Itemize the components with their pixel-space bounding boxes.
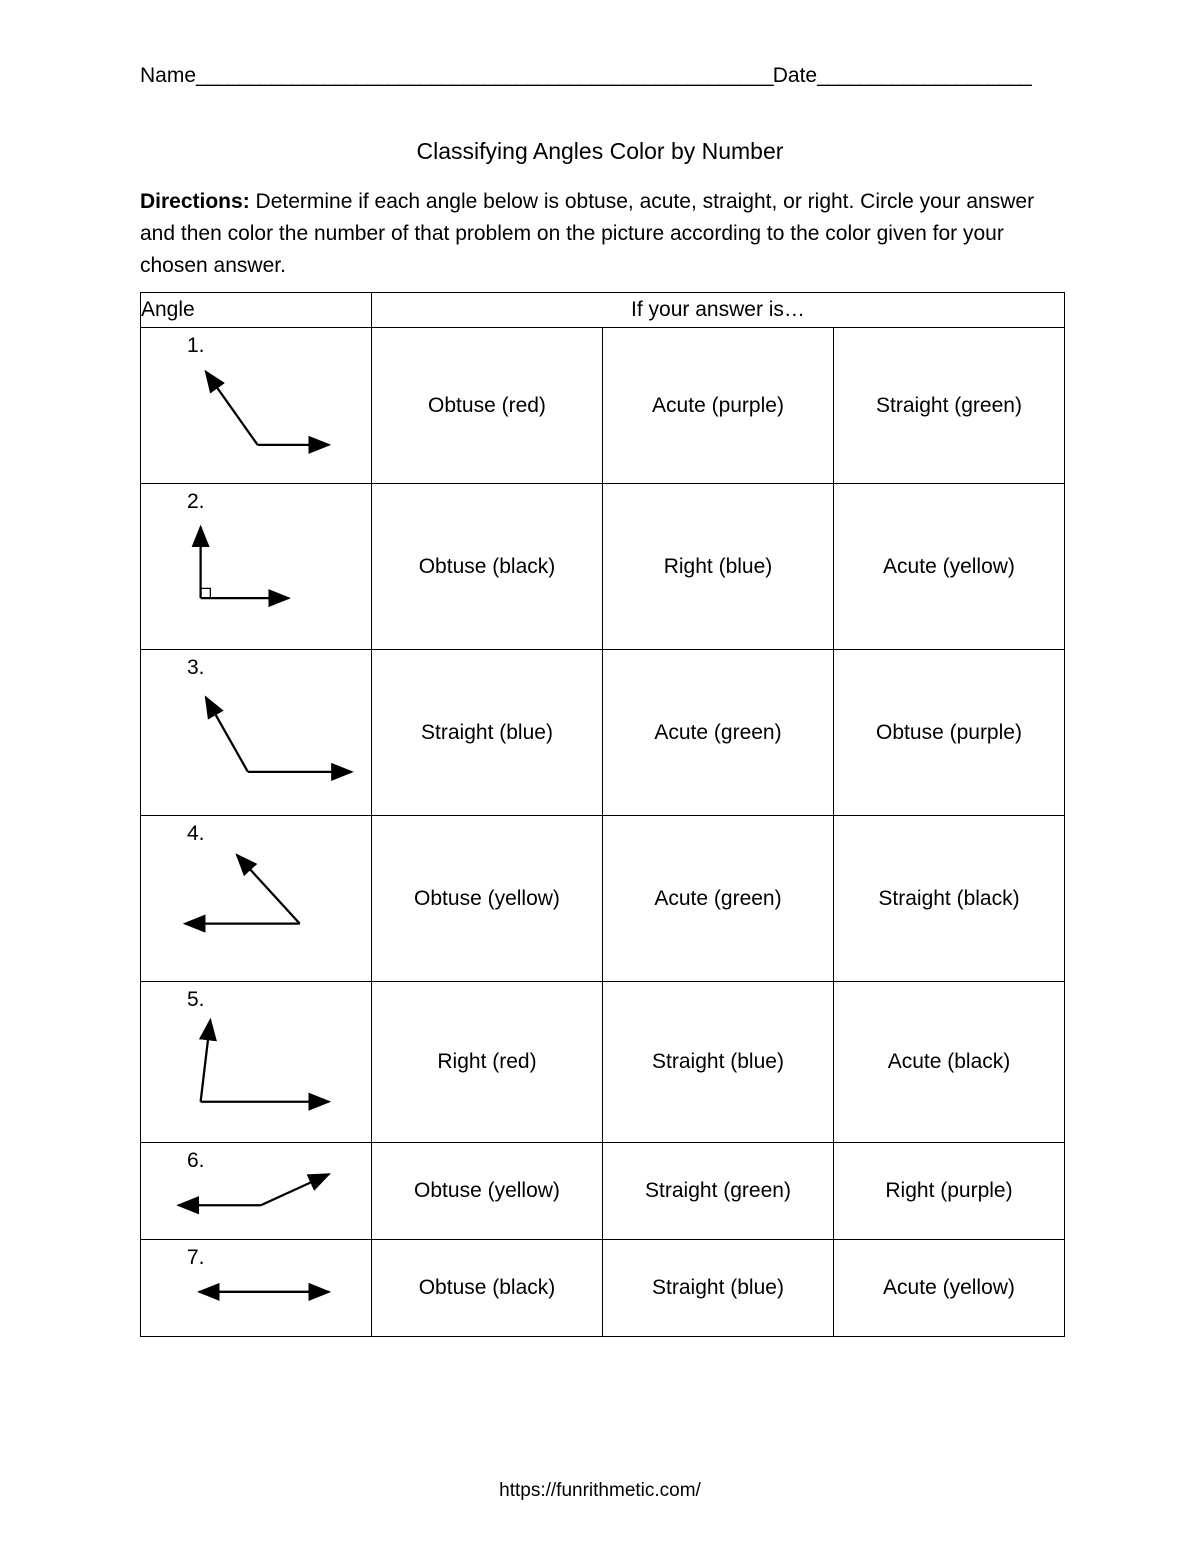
option-5-1[interactable]: Right (red) bbox=[372, 982, 603, 1143]
angle-number-7: 7. bbox=[187, 1246, 205, 1269]
angle-figure-4 bbox=[141, 816, 372, 982]
table-row bbox=[141, 816, 1065, 982]
footer-url[interactable]: https://funrithmetic.com/ bbox=[499, 1480, 701, 1501]
table-row bbox=[141, 982, 1065, 1143]
option-3-1[interactable]: Straight (blue) bbox=[372, 650, 603, 816]
option-1-2[interactable]: Acute (purple) bbox=[603, 328, 834, 484]
angle-number-4: 4. bbox=[187, 822, 205, 845]
table-row bbox=[141, 328, 1065, 484]
option-2-2[interactable]: Right (blue) bbox=[603, 484, 834, 650]
angle-figure-6 bbox=[141, 1143, 372, 1240]
option-7-3[interactable]: Acute (yellow) bbox=[834, 1240, 1065, 1337]
table-row bbox=[141, 1240, 1065, 1337]
date-label: Date bbox=[772, 64, 818, 87]
directions-text: Determine if each angle below is obtuse, acute, straight, or right. Circle your answer and then color the number of that problem on the picture according to the color given for your chosen answer. bbox=[140, 190, 1035, 277]
option-4-1[interactable]: Obtuse (yellow) bbox=[372, 816, 603, 982]
header-angle: Angle bbox=[141, 293, 372, 328]
angle-figure-5 bbox=[141, 982, 372, 1143]
angle-figure-7 bbox=[141, 1240, 372, 1337]
angle-number-3: 3. bbox=[187, 656, 205, 679]
name-date-line bbox=[140, 64, 1060, 88]
angle-number-2: 2. bbox=[187, 490, 205, 513]
option-6-1[interactable]: Obtuse (yellow) bbox=[372, 1143, 603, 1240]
option-4-3[interactable]: Straight (black) bbox=[834, 816, 1065, 982]
angle-drawing-acute-4 bbox=[141, 819, 371, 979]
angle-number-6: 6. bbox=[187, 1149, 205, 1172]
angle-drawing-straight-7 bbox=[141, 1242, 371, 1334]
angle-drawing-obtuse-1 bbox=[141, 331, 371, 481]
option-1-1[interactable]: Obtuse (red) bbox=[372, 328, 603, 484]
angles-table bbox=[140, 292, 1065, 1337]
option-4-2[interactable]: Acute (green) bbox=[603, 816, 834, 982]
option-2-3[interactable]: Acute (yellow) bbox=[834, 484, 1065, 650]
date-rule[interactable]: ____________________ bbox=[817, 64, 1031, 87]
angle-figure-2 bbox=[141, 484, 372, 650]
option-3-3[interactable]: Obtuse (purple) bbox=[834, 650, 1065, 816]
option-7-2[interactable]: Straight (blue) bbox=[603, 1240, 834, 1337]
header-answer: If your answer is… bbox=[372, 293, 1065, 328]
angle-drawing-right-2 bbox=[141, 487, 371, 647]
page-title: Classifying Angles Color by Number bbox=[416, 138, 784, 164]
angle-drawing-obtuse-6 bbox=[141, 1145, 371, 1237]
option-2-1[interactable]: Obtuse (black) bbox=[372, 484, 603, 650]
table-row bbox=[141, 484, 1065, 650]
option-5-3[interactable]: Acute (black) bbox=[834, 982, 1065, 1143]
table-row bbox=[141, 650, 1065, 816]
table-header-row bbox=[141, 293, 1065, 328]
table-row bbox=[141, 1143, 1065, 1240]
option-6-3[interactable]: Right (purple) bbox=[834, 1143, 1065, 1240]
angle-drawing-acute-5 bbox=[141, 985, 371, 1140]
directions bbox=[140, 186, 1065, 282]
option-6-2[interactable]: Straight (green) bbox=[603, 1143, 834, 1240]
angle-figure-3 bbox=[141, 650, 372, 816]
angle-number-5: 5. bbox=[187, 988, 205, 1011]
angle-drawing-obtuse-3 bbox=[141, 653, 371, 813]
option-1-3[interactable]: Straight (green) bbox=[834, 328, 1065, 484]
option-5-2[interactable]: Straight (blue) bbox=[603, 982, 834, 1143]
name-rule[interactable]: ______________________________________________________ bbox=[196, 64, 773, 87]
name-label: Name bbox=[140, 64, 197, 87]
directions-label: Directions: bbox=[140, 190, 250, 213]
angle-figure-1 bbox=[141, 328, 372, 484]
option-3-2[interactable]: Acute (green) bbox=[603, 650, 834, 816]
angle-number-1: 1. bbox=[187, 334, 205, 357]
option-7-1[interactable]: Obtuse (black) bbox=[372, 1240, 603, 1337]
